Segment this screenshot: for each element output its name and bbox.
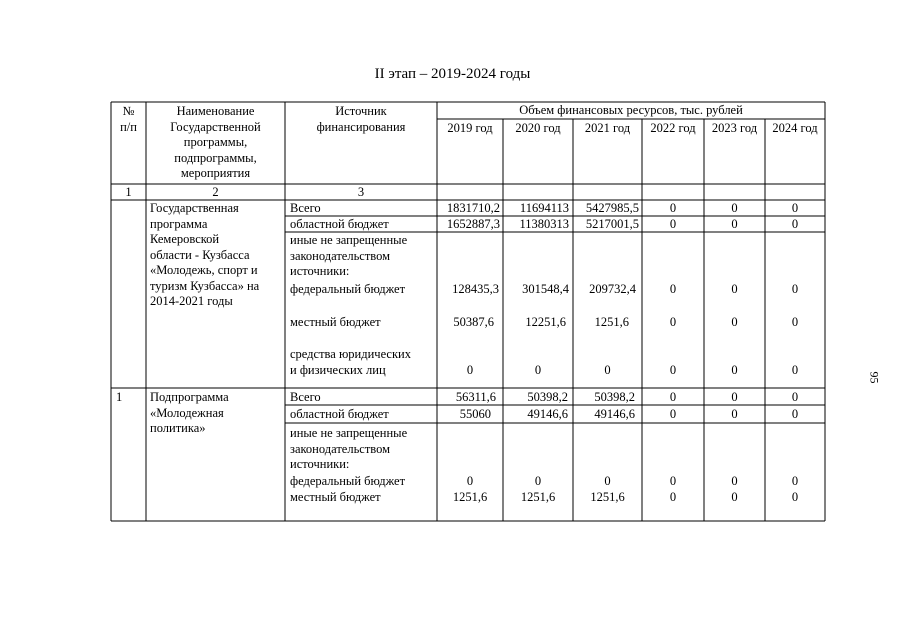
cell: 56311,6 — [455, 390, 496, 404]
program-legal-label: средства юридических и физических лиц — [290, 347, 411, 377]
cell: 50398,2 — [527, 390, 568, 404]
cell: 55060 — [459, 407, 491, 421]
stage-heading: II этап – 2019-2024 годы — [374, 66, 531, 82]
header-num: № п/п — [120, 104, 137, 134]
subprogram-regional-label: областной бюджет — [290, 407, 389, 421]
cell: 50398,2 — [594, 390, 635, 404]
cell: 0 — [731, 390, 738, 404]
subprogram-other-label: иные не запрещенные законодательством источники: — [290, 426, 408, 471]
cell: 0 — [669, 407, 677, 421]
cell: 0 — [791, 490, 799, 504]
header-year-2021: 2021 год — [584, 121, 631, 135]
index-col-1: 1 — [125, 185, 132, 199]
cell: 0 — [604, 474, 611, 488]
cell: 1652887,3 — [446, 217, 500, 231]
subprogram-num: 1 — [116, 390, 123, 404]
cell: 50387,6 — [453, 315, 494, 329]
page-number: 95 — [867, 371, 882, 384]
cell: 0 — [669, 390, 677, 404]
subprogram-total-label: Всего — [290, 390, 321, 404]
cell: 0 — [534, 474, 542, 488]
program-name: Государственная программа Кемеровской области - Кузбасса «Молодежь, спорт и туризм Кузбасса» на 2014-2021 годы — [150, 201, 260, 308]
program-other-label: иные не запрещенные законодательством источники: — [290, 233, 408, 278]
program-regional-label: областной бюджет — [290, 217, 389, 231]
cell: 0 — [669, 315, 677, 329]
cell: 0 — [791, 315, 799, 329]
subprogram-federal-label: федеральный бюджет — [290, 474, 406, 488]
cell: 0 — [669, 363, 677, 377]
cell: 0 — [669, 490, 677, 504]
cell: 0 — [731, 407, 738, 421]
cell: 0 — [791, 363, 799, 377]
cell: 0 — [791, 282, 799, 296]
cell: 0 — [604, 363, 611, 377]
cell: 0 — [731, 490, 738, 504]
cell: 0 — [669, 217, 677, 231]
cell: 1251,6 — [594, 315, 629, 329]
cell: 0 — [534, 363, 542, 377]
cell: 0 — [791, 217, 799, 231]
header-year-2019: 2019 год — [447, 121, 493, 135]
cell: 49146,6 — [594, 407, 635, 421]
subprogram-local-label: местный бюджет — [290, 490, 381, 504]
header-source: Источник финансирования — [316, 104, 406, 134]
index-col-3: 3 — [357, 185, 365, 199]
cell: 1251,6 — [452, 490, 488, 504]
cell: 0 — [466, 363, 474, 377]
cell: 0 — [669, 201, 677, 215]
cell: 0 — [791, 407, 799, 421]
cell: 0 — [791, 201, 799, 215]
cell: 209732,4 — [589, 282, 636, 296]
cell: 0 — [669, 474, 677, 488]
index-col-2: 2 — [212, 185, 219, 199]
cell: 0 — [731, 315, 738, 329]
header-year-2022: 2022 год — [650, 121, 696, 135]
cell: 11380313 — [519, 217, 569, 231]
cell: 0 — [731, 201, 738, 215]
cell: 0 — [731, 217, 738, 231]
program-local-label: местный бюджет — [290, 315, 381, 329]
cell: 49146,6 — [527, 407, 568, 421]
cell: 0 — [791, 474, 799, 488]
cell: 0 — [731, 282, 738, 296]
program-federal-label: федеральный бюджет — [290, 282, 406, 296]
cell: 5217001,5 — [585, 217, 639, 231]
cell: 0 — [791, 390, 799, 404]
cell: 0 — [669, 282, 677, 296]
cell: 12251,6 — [525, 315, 566, 329]
program-total-label: Всего — [290, 201, 321, 215]
cell: 5427985,5 — [585, 201, 639, 215]
cell: 11694113 — [519, 201, 569, 215]
cell: 128435,3 — [452, 282, 499, 296]
cell: 1831710,2 — [446, 201, 500, 215]
header-name: Наименование Государственной программы, подпрограммы, мероприятия — [170, 104, 261, 180]
cell: 0 — [731, 474, 738, 488]
header-year-2020: 2020 год — [515, 121, 561, 135]
header-year-2024: 2024 год — [772, 121, 818, 135]
cell: 0 — [731, 363, 738, 377]
header-year-2023: 2023 год — [711, 121, 758, 135]
cell: 301548,4 — [522, 282, 569, 296]
cell: 0 — [466, 474, 474, 488]
cell: 1251,6 — [520, 490, 556, 504]
header-volume: Объем финансовых ресурсов, тыс. рублей — [519, 103, 743, 117]
subprogram-name: Подпрограмма «Молодежная политика» — [150, 390, 229, 435]
cell: 1251,6 — [590, 490, 625, 504]
